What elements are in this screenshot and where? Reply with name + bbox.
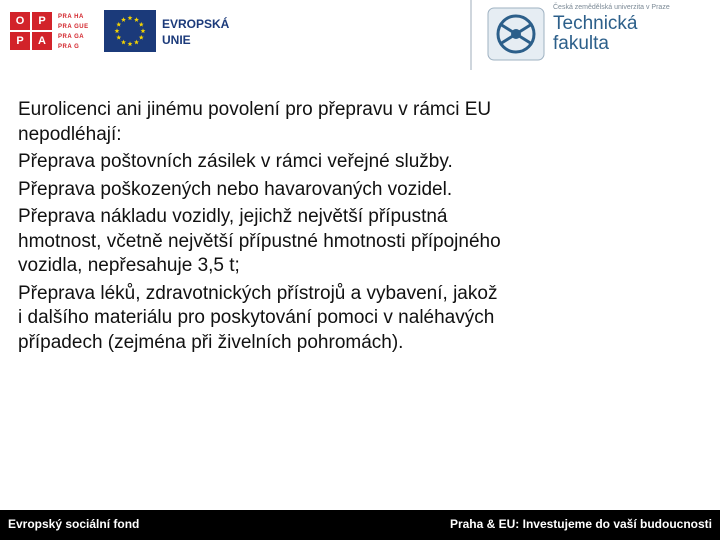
footer	[0, 510, 720, 540]
praha-logo-text	[58, 12, 98, 52]
text-line: nepodléhají:	[18, 123, 122, 145]
oppa-letter: O	[10, 12, 30, 30]
footer-right-text: Praha & EU: Investujeme do vaší budoucnosti	[449, 517, 712, 531]
intro-paragraph	[18, 98, 668, 147]
eu-flag-icon	[104, 10, 156, 52]
list-item	[18, 282, 668, 356]
text-line: Přeprava poštovních zásilek v rámci veřejné služby.	[18, 151, 453, 172]
praha-line: PRA HA	[58, 14, 84, 20]
faculty-emblem-icon	[486, 6, 546, 62]
list-item	[18, 205, 668, 279]
footer-left-text: Evropský sociální fond	[8, 517, 140, 531]
text-line: vozidla, nepřesahuje 3,5 t;	[18, 255, 240, 276]
eu-label-line: UNIE	[162, 33, 191, 47]
praha-line: PRA GUE	[58, 24, 89, 30]
oppa-logo	[10, 12, 54, 52]
text-line: Přeprava nákladu vozidly, jejichž největší přípustná	[18, 206, 448, 227]
oppa-letter: P	[32, 12, 52, 30]
list-item	[18, 150, 668, 175]
faculty-name-line: fakulta	[553, 33, 609, 54]
faculty-name-line: Technická	[553, 13, 638, 34]
praha-line: PRA GA	[58, 34, 85, 40]
eu-label	[162, 16, 242, 48]
text-line: hmotnost, včetně největší přípustné hmotnosti přípojného	[18, 230, 501, 252]
text-line: Eurolicenci ani jinému povolení pro přepravu v rámci EU	[18, 99, 492, 120]
text-line: Přeprava poškozených nebo havarovaných vozidel.	[18, 178, 453, 200]
oppa-letter: P	[10, 32, 30, 50]
praha-line: PRA G	[58, 44, 80, 50]
slide-body	[18, 98, 668, 358]
oppa-letter: A	[32, 32, 52, 50]
header	[0, 0, 720, 70]
faculty-name	[553, 14, 718, 54]
university-name: Česká zemědělská univerzita v Praze	[553, 4, 670, 11]
list-item	[18, 178, 668, 203]
text-line: i dalšího materiálu pro poskytování pomoci v naléhavých	[18, 307, 495, 328]
eu-label-line: EVROPSKÁ	[162, 17, 230, 31]
header-divider	[470, 0, 472, 70]
text-line: Přeprava léků, zdravotnických přístrojů a vybavení, jakož	[18, 282, 498, 304]
text-line: případech (zejména při živelních pohromách).	[18, 331, 404, 353]
